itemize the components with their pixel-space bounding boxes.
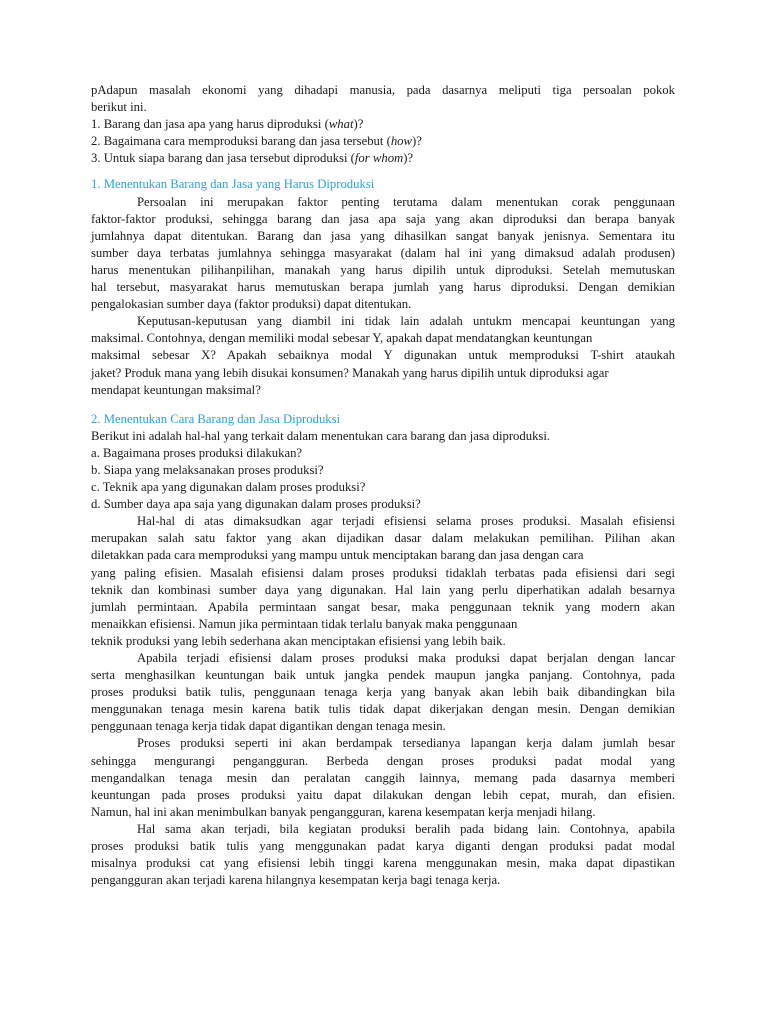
paragraph-line: pengangguran akan terjadi karena hilangnya kesempatan kerja bagi tenaga kerja.	[91, 873, 501, 888]
section-1-paragraph-1	[91, 194, 675, 314]
section-1-paragraph-2	[91, 313, 675, 398]
section-2-paragraph-1	[91, 513, 675, 650]
paragraph-line: penggunaan tenaga kerja tidak dapat digantikan dengan tenaga mesin.	[91, 719, 446, 734]
paragraph-line: menaikkan efisiensi. Namun jika permintaan tidak terlalu banyak maka penggunaan	[91, 616, 518, 631]
paragraph-line: mengandalkan tenaga mesin dan peralatan canggih lainnya, memang pada dasarnya memberi	[91, 770, 675, 785]
paragraph-line: misalnya produksi cat yang efisiensi lebih tinggi karena menggunakan mesin, maka dapat dipastikan	[91, 856, 675, 871]
paragraph-line: Proses produksi seperti ini akan berdampak tersedianya lapangan kerja dalam jumlah besar	[137, 736, 675, 751]
paragraph-line: teknik produksi yang lebih sederhana akan menciptakan efisiensi yang lebih baik.	[91, 633, 506, 648]
paragraph-line: proses produksi batik tulis, penggunaan tenaga kerja yang banyak akan lebih baik dibandingkan bila	[91, 685, 675, 700]
section-2-paragraph-4	[91, 821, 675, 889]
paragraph-line: maksimal. Contohnya, dengan memiliki modal sebesar Y, apakah dapat mendatangkan keuntungan	[91, 331, 593, 346]
paragraph-line: proses produksi batik tulis yang menggunakan padat karya diganti dengan produksi padat modal	[91, 839, 675, 854]
list-item: b. Siapa yang melaksanakan proses produksi?	[91, 462, 324, 477]
paragraph-line: menggunakan tenaga mesin karena batik tulis tidak dapat dikerjakan dengan mesin. Dengan demikian	[91, 702, 675, 717]
document-page	[91, 82, 675, 889]
paragraph-line: teknik dan kombinasi sumber daya yang digunakan. Hal lain yang perlu diperhatikan adalah besarnya	[91, 582, 675, 597]
paragraph-line: keuntungan pada proses produksi yaitu dapat dilakukan dengan lebih cepat, murah, dan efisien.	[91, 787, 675, 802]
paragraph-line: pengalokasian sumber daya (faktor produksi) dapat ditentukan.	[91, 297, 412, 312]
paragraph-line: Hal sama akan terjadi, bila kegiatan produksi beralih pada bidang lain. Contohnya, apabila	[137, 821, 675, 836]
paragraph-line: hal tersebut, masyarakat harus memutuskan berapa jumlah yang harus diproduksi. Dengan demikian	[91, 280, 675, 295]
intro-line-2: berikut ini.	[91, 100, 147, 115]
question-what: 1. Barang dan jasa apa yang harus diproduksi (what)?	[91, 117, 364, 132]
paragraph-line: jumlahnya dapat ditentukan. Barang dan jasa yang dihasilkan sangat banyak jenisnya. Sementara itu	[91, 228, 675, 243]
paragraph-line: jumlah permintaan. Apabila permintaan sangat besar, maka penggunaan teknik yang modern akan	[91, 599, 675, 614]
list-item: c. Teknik apa yang digunakan dalam proses produksi?	[91, 480, 366, 495]
question-for-whom: 3. Untuk siapa barang dan jasa tersebut diproduksi (for whom)?	[91, 151, 414, 166]
section-1-heading: 1. Menentukan Barang dan Jasa yang Harus Diproduksi	[91, 177, 375, 192]
section-2-paragraph-2	[91, 650, 675, 735]
list-item: a. Bagaimana proses produksi dilakukan?	[91, 445, 303, 460]
paragraph-line: diletakkan pada cara memproduksi yang mampu untuk menciptakan barang dan jasa dengan cara	[91, 548, 584, 563]
section-2-paragraph-3	[91, 735, 675, 820]
paragraph-line: Hal-hal di atas dimaksudkan agar terjadi efisiensi selama proses produksi. Masalah efisiensi	[137, 514, 675, 529]
paragraph-line: maksimal sebesar X? Apakah sebaiknya modal Y digunakan untuk memproduksi T-shirt ataukah	[91, 348, 675, 363]
section-2-heading: 2. Menentukan Cara Barang dan Jasa Diproduksi	[91, 411, 341, 426]
intro-line-1: pAdapun masalah ekonomi yang dihadapi manusia, pada dasarnya meliputi tiga persoalan pokok	[91, 83, 675, 97]
paragraph-line: harus menentukan pilihanpilihan, manakah yang harus dipilih untuk diproduksi. Setelah memutuskan	[91, 262, 675, 277]
paragraph-line: mendapat keuntungan maksimal?	[91, 382, 261, 397]
paragraph-line: Namun, hal ini akan menimbulkan banyak pengangguran, karena kesempatan kerja menjadi hilang.	[91, 804, 596, 819]
list-item: d. Sumber daya apa saja yang digunakan dalam proses produksi?	[91, 497, 421, 512]
paragraph-line: faktor-faktor produksi, sehingga barang dan jasa apa saja yang akan diproduksi dan berapa banyak	[91, 211, 675, 226]
paragraph-line: Apabila terjadi efisiensi dalam proses produksi maka produksi dapat berjalan dengan lancar	[137, 651, 675, 665]
paragraph-line: sumber daya terbatas jumlahnya sehingga masyarakat (dalam hal ini yang dimaksud adalah produsen)	[91, 245, 675, 260]
question-how: 2. Bagaimana cara memproduksi barang dan jasa tersebut (how)?	[91, 134, 422, 149]
paragraph-line: yang paling efisien. Masalah efisiensi dalam proses produksi tidaklah terbatas pada efisiensi dari segi	[91, 565, 675, 580]
paragraph-line: sehingga mengurangi pengangguran. Berbeda dengan proses produksi padat modal yang	[91, 753, 675, 768]
paragraph-line: jaket? Produk mana yang lebih disukai konsumen? Manakah yang harus dipilih untuk diproduksi agar	[91, 365, 609, 380]
paragraph-line: Persoalan ini merupakan faktor penting terutama dalam menentukan corak penggunaan	[137, 194, 675, 209]
question-list	[91, 445, 675, 513]
section-2-intro: Berikut ini adalah hal-hal yang terkait dalam menentukan cara barang dan jasa diproduksi.	[91, 428, 551, 443]
paragraph-line: Keputusan-keputusan yang diambil ini tidak lain adalah untukm mencapai keuntungan yang	[137, 314, 675, 329]
paragraph-line: serta menghasilkan keuntungan baik untuk jangka pendek maupun jangka panjang. Contohnya, pada	[91, 668, 675, 683]
paragraph-line: merupakan salah satu faktor yang akan dijadikan dasar dalam melakukan pemilihan. Pilihan akan	[91, 531, 675, 546]
